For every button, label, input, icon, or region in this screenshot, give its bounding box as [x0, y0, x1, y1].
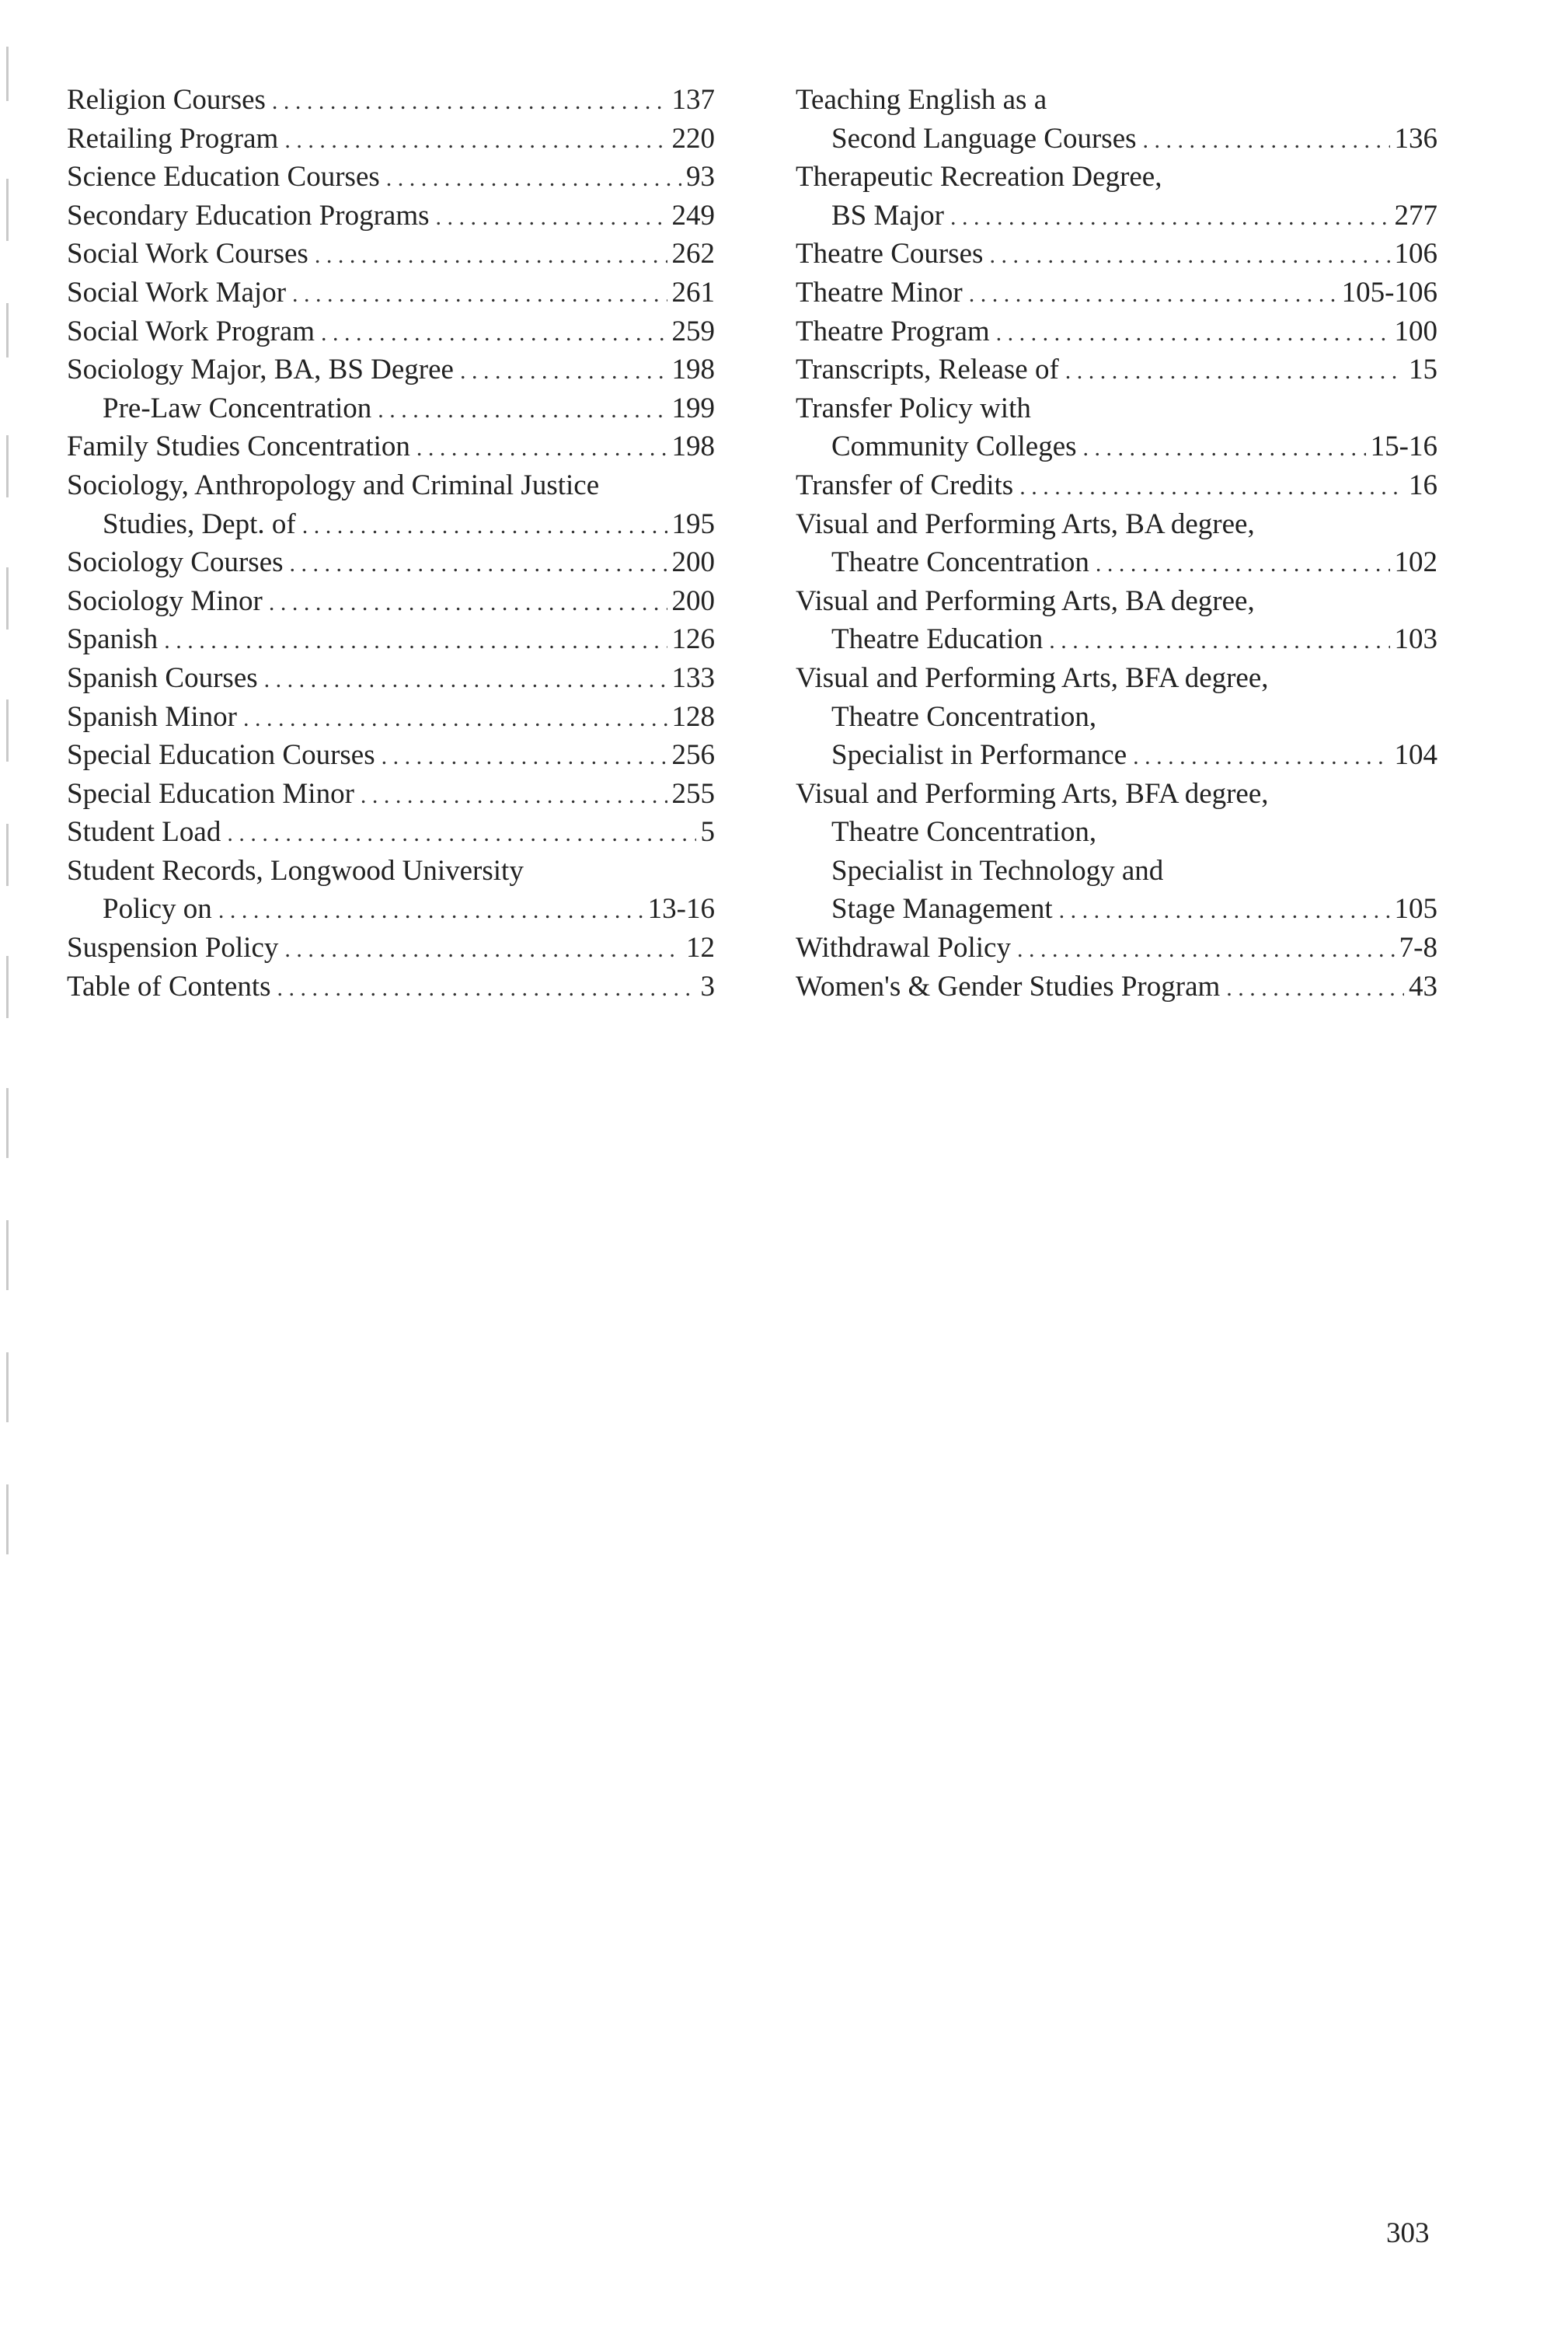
dot-leader	[1017, 930, 1395, 969]
index-entry	[796, 466, 1437, 505]
index-entry-label: Table of Contents	[67, 970, 271, 1003]
dot-leader	[436, 198, 667, 237]
dot-leader	[1059, 891, 1390, 930]
index-entry-label: Theatre Minor	[796, 276, 963, 309]
index-entry-label: Science Education Courses	[67, 161, 380, 194]
index-entry	[796, 929, 1437, 968]
dot-leader	[277, 969, 696, 1008]
scan-edge-mark	[6, 1352, 9, 1422]
scan-edge-mark	[6, 956, 9, 1018]
index-entry-page: 5	[700, 816, 715, 849]
index-entry	[67, 274, 715, 312]
index-entry-heading: Sociology, Anthropology and Criminal Justice	[67, 469, 600, 501]
dot-leader	[272, 82, 667, 121]
index-entry	[67, 659, 715, 698]
index-entry-page: 277	[1394, 199, 1437, 232]
index-entry-page: 199	[671, 392, 715, 424]
scan-edge-mark	[6, 1484, 9, 1554]
scan-edge-mark	[6, 435, 9, 497]
index-entry	[67, 929, 715, 968]
index-entry-page: 136	[1394, 122, 1437, 155]
dot-leader	[1096, 545, 1390, 584]
index-entry-label: Secondary Education Programs	[67, 199, 430, 232]
dot-leader	[996, 314, 1390, 353]
index-entry-page: 128	[671, 700, 715, 733]
dot-leader	[302, 507, 667, 546]
index-entry-label: Suspension Policy	[67, 932, 279, 964]
index-entry-heading: Theatre Concentration,	[831, 816, 1097, 849]
index-entry-page: 195	[671, 508, 715, 540]
index-entry-label: Spanish Courses	[67, 661, 258, 694]
index-entry-label: Theatre Education	[831, 623, 1044, 656]
index-entry-heading: Specialist in Technology and	[831, 854, 1164, 887]
dot-leader	[227, 814, 695, 853]
index-entry-label: Social Work Program	[67, 315, 315, 347]
index-entry	[67, 235, 715, 274]
dot-leader	[1133, 738, 1389, 776]
index-entry	[796, 659, 1437, 775]
index-entry-page: 102	[1394, 546, 1437, 579]
scan-edge-mark	[6, 47, 9, 101]
index-entry-label: Social Work Major	[67, 276, 287, 309]
index-entry-label: Sociology Minor	[67, 584, 263, 617]
index-entry-page: 104	[1394, 739, 1437, 772]
index-entry	[796, 505, 1437, 582]
index-entry-heading: Visual and Performing Arts, BA degree,	[796, 584, 1255, 617]
dot-leader	[218, 891, 643, 930]
dot-leader	[1226, 969, 1404, 1008]
index-entry-label: Transcripts, Release of	[796, 354, 1059, 386]
index-entry	[67, 466, 715, 543]
index-entry-label: Policy on	[103, 893, 212, 926]
dot-leader	[321, 314, 667, 353]
dot-leader	[969, 275, 1337, 314]
index-entry-page: 106	[1394, 238, 1437, 270]
index-column-left	[67, 81, 715, 1006]
dot-leader	[1083, 429, 1366, 468]
index-entry-label: Specialist in Performance	[831, 739, 1127, 772]
dot-leader	[1143, 121, 1390, 160]
index-entry-label: Stage Management	[831, 893, 1053, 926]
index-entry-page: 16	[1409, 469, 1437, 501]
index-entry-heading: Visual and Performing Arts, BA degree,	[796, 508, 1255, 540]
index-entry-page: 220	[671, 122, 715, 155]
scan-edge-mark	[6, 1088, 9, 1158]
index-entry-page: 105-106	[1341, 276, 1437, 309]
dot-leader	[378, 391, 667, 430]
index-entry-page: 259	[671, 315, 715, 347]
index-entry-page: 255	[671, 777, 715, 810]
index-entry-page: 12	[686, 932, 715, 964]
index-entry	[796, 312, 1437, 351]
index-entry-page: 100	[1394, 315, 1437, 347]
index-entry-heading: Student Records, Longwood University	[67, 854, 524, 887]
dot-leader	[269, 584, 667, 623]
dot-leader	[264, 661, 667, 699]
index-entry-page: 13-16	[647, 893, 715, 926]
index-entry-label: Withdrawal Policy	[796, 932, 1011, 964]
index-entry-label: Studies, Dept. of	[103, 508, 296, 540]
index-entry-page: 3	[700, 970, 715, 1003]
index-entry	[796, 274, 1437, 312]
index-entry	[67, 389, 715, 428]
index-entry	[796, 968, 1437, 1006]
index-entry-page: 200	[671, 584, 715, 617]
dot-leader	[989, 236, 1389, 275]
index-entry-label: Spanish	[67, 623, 159, 656]
index-entry	[67, 81, 715, 120]
index-entry	[67, 620, 715, 659]
dot-leader	[416, 429, 667, 468]
index-entry-page: 7-8	[1399, 932, 1437, 964]
index-entry-page: 256	[671, 739, 715, 772]
scan-edge-mark	[6, 179, 9, 241]
index-entry-page: 15-16	[1370, 431, 1437, 463]
index-entry	[67, 852, 715, 929]
index-column-right	[796, 81, 1437, 1006]
index-entry	[67, 775, 715, 814]
index-entry	[796, 351, 1437, 389]
index-entry-page: 93	[686, 161, 715, 194]
index-entry-heading: Visual and Performing Arts, BFA degree,	[796, 661, 1269, 694]
index-entry	[796, 81, 1437, 158]
index-entry-label: Family Studies Concentration	[67, 431, 410, 463]
index-entry-label: Theatre Program	[796, 315, 990, 347]
index-entry-page: 126	[671, 623, 715, 656]
scan-edge-mark	[6, 1220, 9, 1290]
dot-leader	[292, 275, 667, 314]
dot-leader	[284, 930, 681, 969]
dot-leader	[290, 545, 667, 584]
index-entry	[67, 813, 715, 852]
index-entry-page: 249	[671, 199, 715, 232]
index-entry	[67, 120, 715, 159]
index-entry-label: Religion Courses	[67, 84, 266, 116]
index-entry-label: Pre-Law Concentration	[103, 392, 372, 424]
index-entry-label: Retailing Program	[67, 122, 279, 155]
index-entry-page: 105	[1394, 893, 1437, 926]
index-entry-heading: Visual and Performing Arts, BFA degree,	[796, 777, 1269, 810]
index-entry-label: Theatre Courses	[796, 238, 984, 270]
dot-leader	[164, 622, 667, 661]
index-entry-label: Community Colleges	[831, 431, 1077, 463]
index-entry-page: 137	[671, 84, 715, 116]
scan-edge-mark	[6, 567, 9, 630]
index-entry	[67, 427, 715, 466]
index-entry-heading: Transfer Policy with	[796, 392, 1031, 424]
index-entry	[796, 158, 1437, 235]
index-entry-label: Transfer of Credits	[796, 469, 1014, 501]
index-entry	[67, 312, 715, 351]
dot-leader	[386, 159, 681, 198]
index-entry-label: Sociology Courses	[67, 546, 284, 579]
index-entry	[67, 968, 715, 1006]
index-entry-label: Sociology Major, BA, BS Degree	[67, 354, 454, 386]
index-entry-page: 198	[671, 354, 715, 386]
index-entry	[796, 235, 1437, 274]
index-entry-label: Theatre Concentration	[831, 546, 1089, 579]
index-entry-label: Spanish Minor	[67, 700, 237, 733]
dot-leader	[950, 198, 1390, 237]
index-entry-heading: Theatre Concentration,	[831, 700, 1097, 733]
dot-leader	[243, 699, 667, 738]
dot-leader	[1065, 352, 1404, 391]
index-entry-page: 200	[671, 546, 715, 579]
dot-leader	[361, 776, 667, 815]
index-entry-heading: Therapeutic Recreation Degree,	[796, 161, 1162, 194]
dot-leader	[315, 236, 667, 275]
index-entry	[67, 736, 715, 775]
dot-leader	[1019, 468, 1404, 507]
index-entry	[67, 543, 715, 582]
dot-leader	[382, 738, 667, 776]
index-entry	[67, 197, 715, 235]
dot-leader	[1049, 622, 1389, 661]
index-entry-page: 262	[671, 238, 715, 270]
index-entry	[796, 389, 1437, 466]
index-entry	[67, 351, 715, 389]
page-number: 303	[1386, 2217, 1430, 2249]
index-entry-label: BS Major	[831, 199, 944, 232]
index-entry-label: Women's & Gender Studies Program	[796, 970, 1221, 1003]
index-entry	[67, 158, 715, 197]
index-entry-heading: Teaching English as a	[796, 84, 1047, 116]
index-entry	[796, 775, 1437, 929]
index-entry-label: Second Language Courses	[831, 122, 1137, 155]
dot-leader	[460, 352, 667, 391]
index-entry-page: 133	[671, 661, 715, 694]
index-entry-page: 15	[1409, 354, 1437, 386]
scan-edge-mark	[6, 303, 9, 358]
index-entry-page: 261	[671, 276, 715, 309]
index-entry-page: 43	[1409, 970, 1437, 1003]
index-entry-label: Special Education Minor	[67, 777, 354, 810]
index-entry	[796, 582, 1437, 659]
index-entry-label: Social Work Courses	[67, 238, 308, 270]
index-entry-page: 103	[1394, 623, 1437, 656]
index-entry-label: Student Load	[67, 816, 221, 849]
index-entry	[67, 582, 715, 621]
scan-edge-mark	[6, 824, 9, 886]
dot-leader	[284, 121, 667, 160]
index-entry-page: 198	[671, 431, 715, 463]
index-entry-label: Special Education Courses	[67, 739, 375, 772]
index-entry	[67, 698, 715, 737]
scan-edge-mark	[6, 699, 9, 762]
